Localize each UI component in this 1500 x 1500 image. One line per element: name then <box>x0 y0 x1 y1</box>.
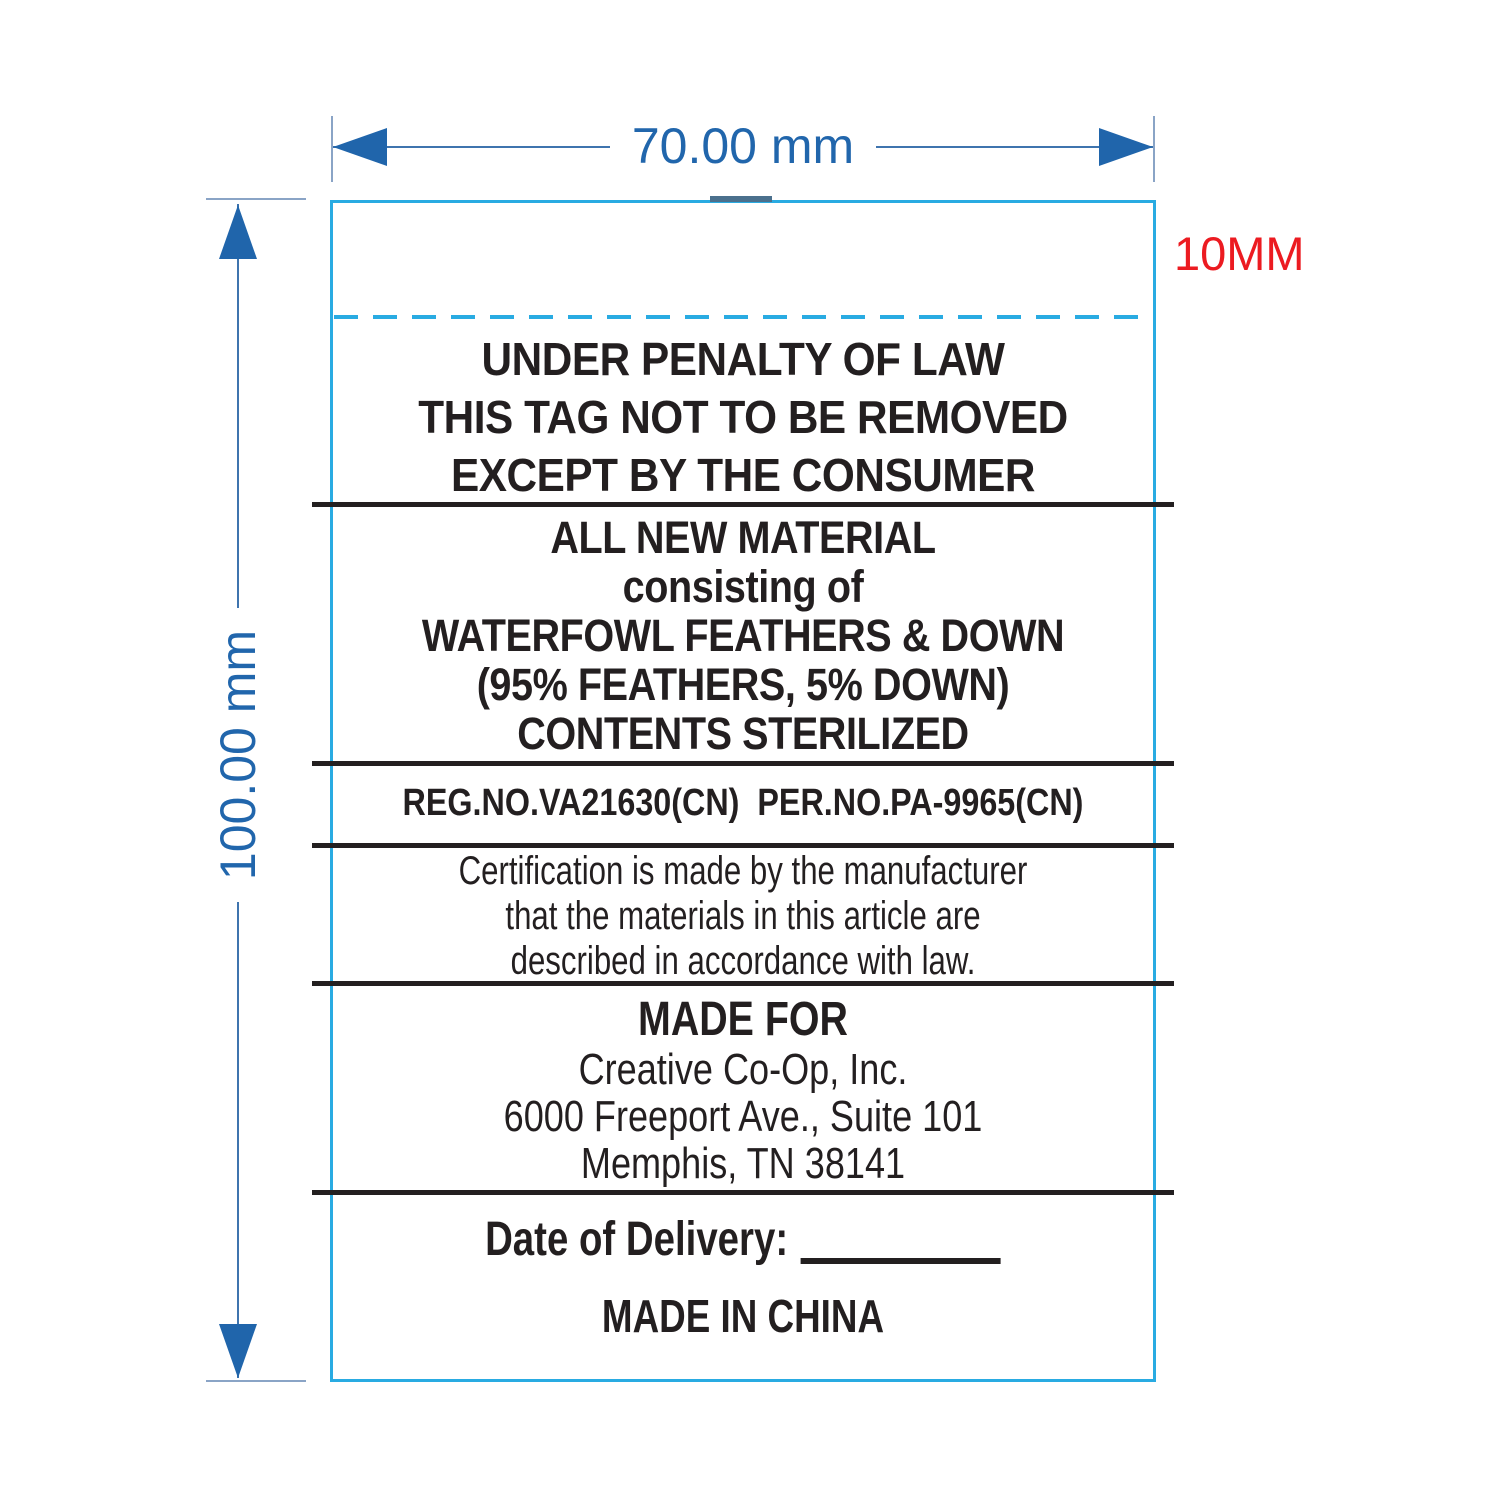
height-arrowhead-up-icon <box>219 205 257 259</box>
made-for-heading: MADE FOR <box>638 993 848 1046</box>
made-for-company: Creative Co-Op, Inc. <box>578 1045 908 1094</box>
warning-line: THIS TAG NOT TO BE REMOVED <box>418 391 1068 443</box>
made-for-city: Memphis, TN 38141 <box>580 1139 906 1188</box>
height-dimension-label <box>206 555 270 955</box>
delivery-date-blank-line <box>801 1258 1001 1264</box>
made-for-street: 6000 Freeport Ave., Suite 101 <box>503 1092 983 1141</box>
section-divider-3 <box>312 843 1174 848</box>
made-for-section <box>407 994 1079 1187</box>
warning-line: EXCEPT BY THE CONSUMER <box>450 449 1035 501</box>
warning-line: UNDER PENALTY OF LAW <box>481 333 1005 385</box>
width-dimension-label <box>330 112 1156 180</box>
certification-section <box>423 849 1063 984</box>
material-line: (95% FEATHERS, 5% DOWN) <box>476 659 1010 710</box>
material-line: consisting of <box>622 561 864 612</box>
certification-line: that the materials in this article are <box>505 894 981 938</box>
made-in-china-label: MADE IN CHINA <box>601 1290 885 1342</box>
fold-tick <box>710 196 772 202</box>
margin-note-10mm: 10MM <box>1174 227 1305 280</box>
material-section <box>382 513 1104 758</box>
delivery-date-row <box>415 1206 1071 1270</box>
material-line: WATERFOWL FEATHERS & DOWN <box>421 610 1065 661</box>
height-arrowhead-down-icon <box>219 1324 257 1378</box>
certification-line: Certification is made by the manufacturer <box>458 849 1028 893</box>
warning-section <box>366 330 1120 504</box>
height-extension-line-top <box>206 198 306 200</box>
material-line: CONTENTS STERILIZED <box>517 708 969 759</box>
width-dimension-value: 70.00 mm <box>610 117 876 175</box>
material-line: ALL NEW MATERIAL <box>550 512 936 563</box>
section-divider-5 <box>312 1190 1174 1195</box>
delivery-date-label: Date of Delivery: <box>485 1213 789 1266</box>
registration-section: REG.NO.VA21630(CN) PER.NO.PA-9965(CN) <box>402 782 1084 824</box>
height-dimension-value: 100.00 mm <box>209 608 267 902</box>
height-extension-line-bottom <box>206 1380 306 1382</box>
certification-line: described in accordance with law. <box>510 939 976 983</box>
fold-line-dashed <box>334 315 1152 319</box>
